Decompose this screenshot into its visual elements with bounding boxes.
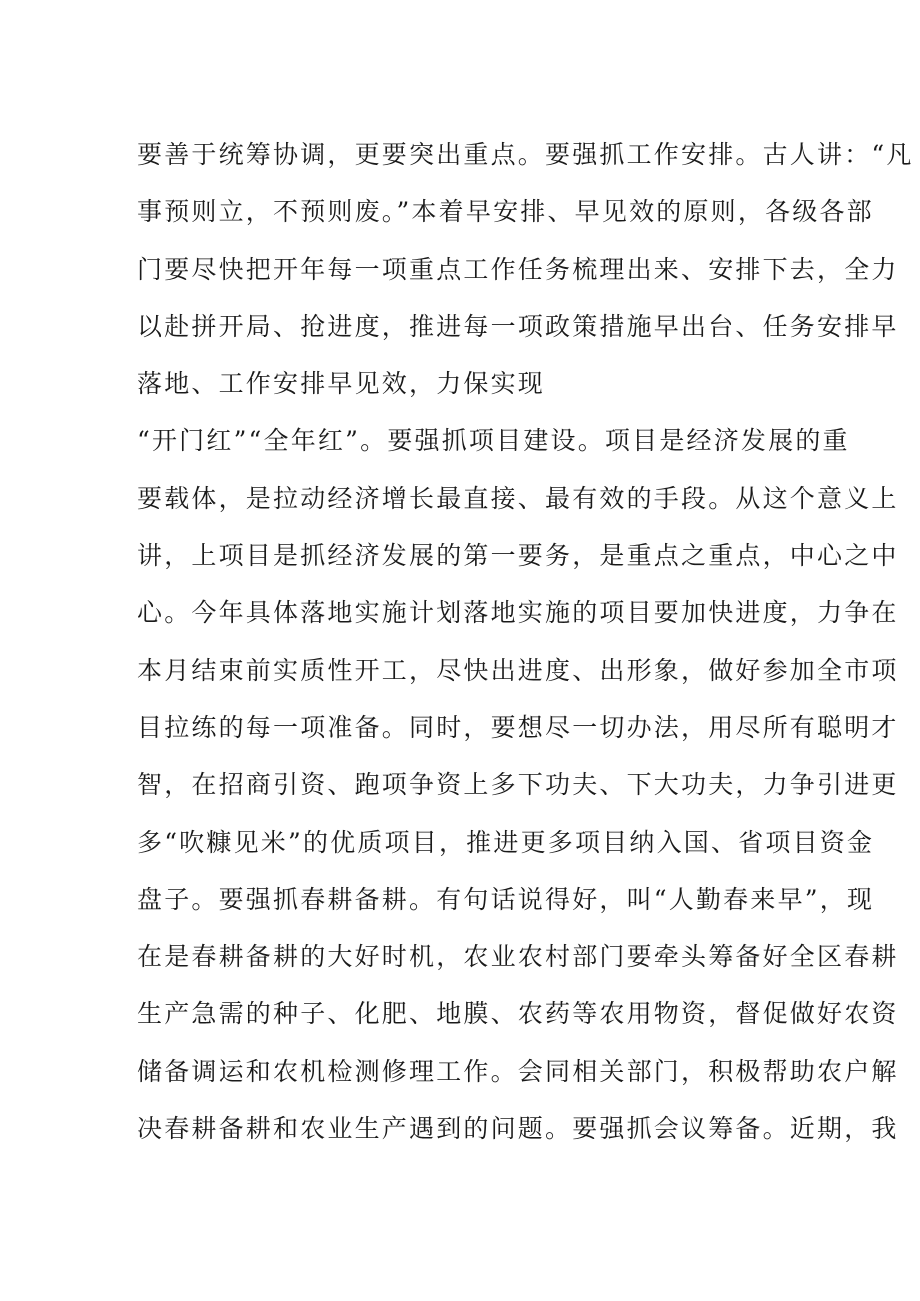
text-line: 多“吹糠见米”的优质项目，推进更多项目纳入国、省项目资金 [137,827,875,857]
text-line: 智，在招商引资、跑项争资上多下功夫、下大功夫，力争引进更 [137,770,899,800]
text-line: 生产急需的种子、化肥、地膜、农药等农用物资，督促做好农资 [137,999,899,1029]
body-text [137,126,914,1157]
text-line: 事预则立，不预则废。”本着早安排、早见效的原则，各级各部 [137,197,874,227]
text-line: 要善于统筹协调，更要突出重点。要强抓工作安排。古人讲：“凡 [137,140,914,169]
text-line: 讲，上项目是抓经济发展的第一要务，是重点之重点，中心之中 [137,541,899,571]
text-line: 目拉练的每一项准备。同时，要想尽一切办法，用尽所有聪明才 [137,712,899,742]
text-line: 决春耕备耕和农业生产遇到的问题。要强抓会议筹备。近期，我 [137,1114,899,1144]
text-line: 落地、工作安排早见效，力保实现 [137,369,546,399]
text-line: “开门红”“全年红”。要强抓项目建设。项目是经济发展的重 [137,426,850,456]
text-line: 心。今年具体落地实施计划落地实施的项目要加快进度，力争在 [137,598,899,628]
text-line: 要载体，是拉动经济增长最直接、最有效的手段。从这个意义上 [137,483,899,513]
text-line: 门要尽快把开年每一项重点工作任务梳理出来、安排下去，全力 [137,254,899,284]
text-line: 本月结束前实质性开工，尽快出进度、出形象，做好参加全市项 [137,655,899,685]
text-line: 盘子。要强抓春耕备耕。有句话说得好，叫“人勤春来早”，现 [137,884,875,914]
text-line: 以赴拼开局、抢进度，推进每一项政策措施早出台、任务安排早 [137,311,899,341]
text-line: 在是春耕备耕的大好时机，农业农村部门要牵头筹备好全区春耕 [137,942,899,972]
text-line: 储备调运和农机检测修理工作。会同相关部门，积极帮助农户解 [137,1056,899,1086]
